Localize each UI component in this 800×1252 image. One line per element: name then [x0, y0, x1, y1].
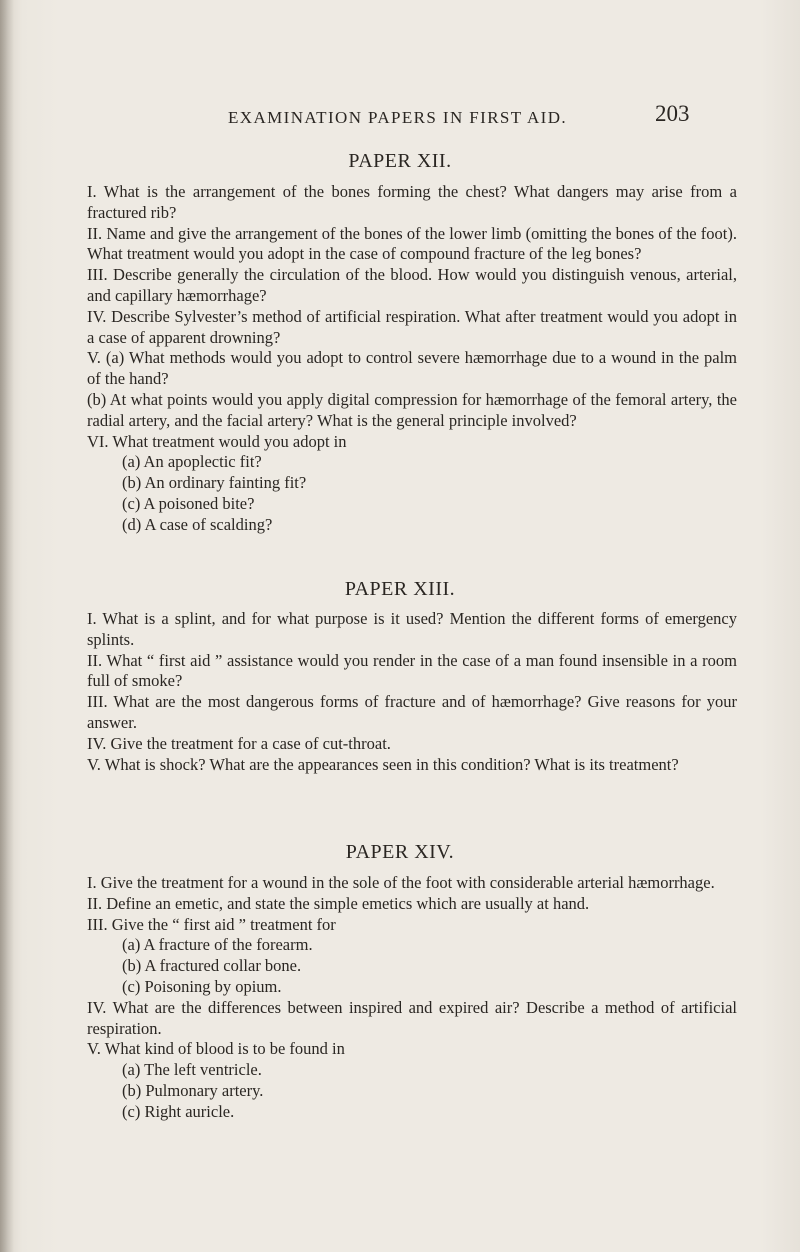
- question: III. Give the “ first aid ” treatment for: [87, 914, 336, 934]
- sub-item: (a) An apoplectic fit?: [122, 452, 262, 472]
- sub-item: (b) A fractured collar bone.: [122, 956, 302, 976]
- question: IV. Give the treatment for a case of cut-throat.: [87, 733, 391, 753]
- paper-xii-questions: [87, 182, 737, 536]
- sub-item: (b) Pulmonary artery.: [122, 1080, 264, 1100]
- sub-item: (d) A case of scalding?: [122, 514, 273, 534]
- question: V. What is shock? What are the appearances seen in this condition? What is its treatment?: [87, 754, 679, 774]
- running-title: EXAMINATION PAPERS IN FIRST AID.: [228, 108, 568, 127]
- sub-item: (c) A poisoned bite?: [122, 493, 255, 513]
- question: I. What is a splint, and for what purpose is it used? Mention the different forms of emergency splints.: [87, 609, 737, 649]
- question: III. What are the most dangerous forms of fracture and of hæmorrhage? Give reasons for your answer.: [87, 692, 737, 732]
- question: II. Define an emetic, and state the simple emetics which are usually at hand.: [87, 893, 590, 913]
- paper-xiii-questions: [87, 609, 737, 775]
- page-number: 203: [655, 101, 690, 126]
- page-gutter-shadow: [0, 0, 14, 1252]
- question: IV. Describe Sylvester’s method of artificial respiration. What after treatment would you adopt in a case of apparent drowning?: [87, 306, 737, 347]
- question: I. Give the treatment for a wound in the sole of the foot with considerable arterial hæmorrhage.: [87, 873, 715, 892]
- question: V. (a) What methods would you adopt to control severe hæmorrhage due to a wound in the palm of the hand?: [87, 348, 737, 389]
- question: (b) At what points would you apply digital compression for hæmorrhage of the femoral artery, the radial artery, and the facial artery? What is the general principle involved?: [87, 389, 737, 430]
- paper-xiv-questions: [87, 873, 737, 1123]
- sub-item: (a) The left ventricle.: [122, 1060, 262, 1080]
- paper-xii-heading: PAPER XII.: [348, 150, 452, 172]
- question: I. What is the arrangement of the bones forming the chest? What dangers may arise from a fractured rib?: [87, 182, 737, 222]
- question: III. Describe generally the circulation of the blood. How would you distinguish venous, arterial, and capillary hæmorrhage?: [87, 265, 737, 305]
- sub-item: (b) An ordinary fainting fit?: [122, 473, 307, 493]
- question: VI. What treatment would you adopt in: [87, 431, 347, 451]
- question: II. What “ first aid ” assistance would you render in the case of a man found insensible in a room full of smoke?: [87, 650, 737, 691]
- sub-item: (c) Right auricle.: [122, 1101, 235, 1121]
- sub-item: (c) Poisoning by opium.: [122, 976, 282, 996]
- question: V. What kind of blood is to be found in: [87, 1039, 345, 1059]
- question: II. Name and give the arrangement of the bones of the lower limb (omitting the bones of the foot). What treatment would you adopt in the case of compound fracture of the leg bones?: [87, 223, 737, 264]
- paper-xiv-heading: PAPER XIV.: [345, 841, 455, 863]
- question: IV. What are the differences between inspired and expired air? Describe a method of artificial respiration.: [87, 997, 737, 1038]
- paper-xiii-heading: PAPER XIII.: [344, 578, 456, 600]
- sub-item: (a) A fracture of the forearm.: [122, 935, 313, 955]
